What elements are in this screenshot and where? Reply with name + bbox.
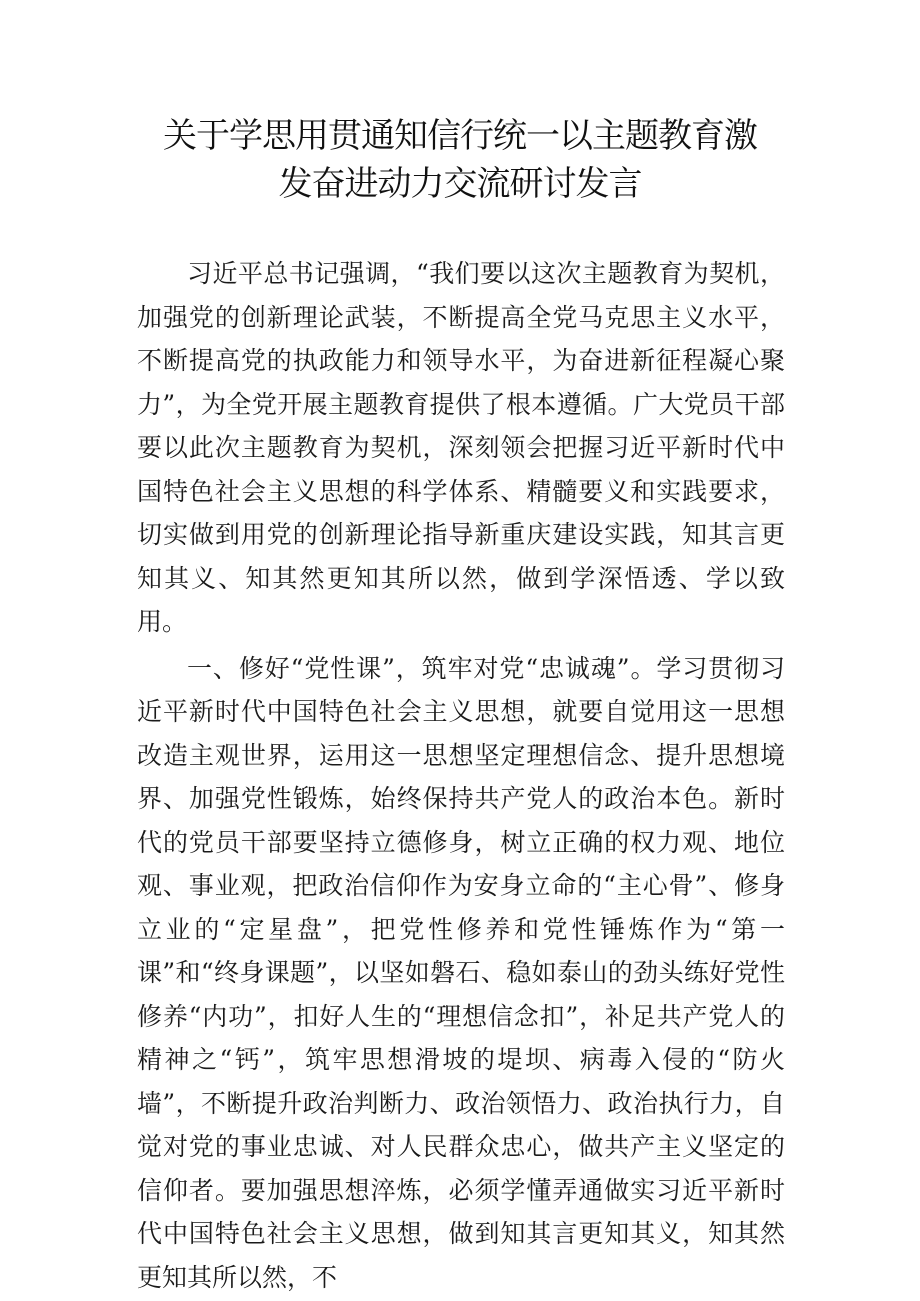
paragraph-intro: 习近平总书记强调，“我们要以这次主题教育为契机，加强党的创新理论武装，不断提高全党马克思主义水平，不断提高党的执政能力和领导水平，为奋进新征程凝心聚力”，为全党开展主题教育提供了根本遵循。广大党员干部要以此次主题教育为契机，深刻领会把握习近平新时代中国特色社会主义思想的科学体系、精髓要义和实践要求，切实做到用党的创新理论指导新重庆建设实践，知其言更知其义、知其然更知其所以然，做到学深悟透、学以致用。	[137, 259, 785, 636]
document-title	[100, 112, 820, 208]
title-line-2: 发奋进动力交流研讨发言	[278, 164, 642, 204]
paragraph-section-one: 一、修好“党性课”，筑牢对党“忠诚魂”。学习贯彻习近平新时代中国特色社会主义思想，就要自觉用这一思想改造主观世界，运用这一思想坚定理想信念、提升思想境界、加强党性锻炼，始终保持共产党人的政治本色。新时代的党员干部要坚持立德修身，树立正确的权力观、地位观、事业观，把政治信仰作为安身立命的“主心骨”、修身立业的“定星盘”，把党性修养和党性锤炼作为“第一课”和“终身课题”，以坚如磐石、稳如泰山的劲头练好党性修养“内功”，扣好人生的“理想信念扣”，补足共产党人的精神之“钙”，筑牢思想滑坡的堤坝、病毒入侵的“防火墙”，不断提升政治判断力、政治领悟力、政治执行力，自觉对党的事业忠诚、对人民群众忠心，做共产主义坚定的信仰者。要加强思想淬炼，必须学懂弄通做实习近平新时代中国特色社会主义思想，做到知其言更知其义，知其然更知其所以然，不	[137, 653, 785, 1292]
title-line-1: 关于学思用贯通知信行统一以主题教育激	[163, 116, 757, 156]
document-body	[137, 252, 785, 1299]
